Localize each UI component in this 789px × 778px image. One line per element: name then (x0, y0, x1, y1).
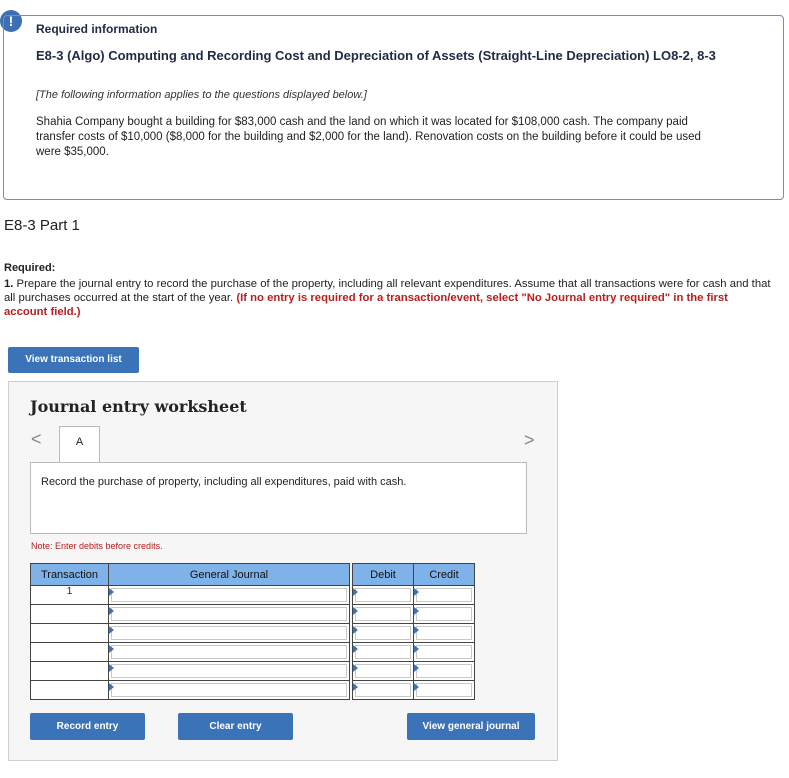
transaction-number (31, 681, 109, 700)
problem-title: E8-3 (Algo) Computing and Recording Cost and Depreciation of Assets (Straight-Line Depreciation) LO8-2, 8-3 (36, 48, 716, 63)
debit-field[interactable] (353, 662, 414, 681)
debit-header: Debit (353, 564, 414, 586)
info-heading: Required information (36, 22, 158, 36)
entry-description: Record the purchase of property, including all expenditures, paid with cash. (41, 476, 407, 488)
transaction-number (31, 624, 109, 643)
input-marker-icon (414, 588, 419, 596)
input-marker-icon (414, 607, 419, 615)
transaction-number (31, 605, 109, 624)
worksheet-title: Journal entry worksheet (30, 397, 247, 416)
input-marker-icon (414, 645, 419, 653)
transaction-number (31, 662, 109, 681)
account-field[interactable] (109, 586, 350, 605)
table-row (31, 662, 475, 681)
credit-field[interactable] (414, 662, 475, 681)
table-row (31, 624, 475, 643)
input-marker-icon (353, 645, 358, 653)
tab-a[interactable]: A (59, 426, 100, 463)
next-arrow-icon[interactable]: > (524, 430, 535, 450)
transaction-number: 1 (31, 586, 109, 605)
account-field[interactable] (109, 605, 350, 624)
record-entry-button[interactable]: Record entry (30, 713, 145, 740)
dropdown-marker-icon (109, 588, 114, 596)
required-label: Required: (4, 262, 56, 274)
dropdown-marker-icon (109, 607, 114, 615)
required-text: Prepare the journal entry to record the purchase of the property, including all relevant expenditures. Assume that all transactions were for cash and that all purchases occurred at the start of the year. (4, 278, 771, 304)
transaction-header: Transaction (31, 564, 109, 586)
dropdown-marker-icon (109, 626, 114, 634)
alert-icon: ! (0, 10, 22, 32)
dropdown-marker-icon (109, 664, 114, 672)
view-transaction-list-button[interactable]: View transaction list (8, 347, 139, 373)
credit-field[interactable] (414, 643, 475, 662)
debit-field[interactable] (353, 624, 414, 643)
credit-field[interactable] (414, 605, 475, 624)
credit-header: Credit (414, 564, 475, 586)
input-marker-icon (414, 664, 419, 672)
input-marker-icon (414, 626, 419, 634)
debit-field[interactable] (353, 605, 414, 624)
problem-description: Shahia Company bought a building for $83,000 cash and the land on which it was located for $108,000 cash. The company paid transfer costs of $10,000 ($8,000 for the building and $2,000 for the land). Renovation costs on the building before it could be used were $35,000. (36, 116, 701, 158)
account-field[interactable] (109, 643, 350, 662)
dropdown-marker-icon (109, 645, 114, 653)
required-warning: (If no entry is required for a transaction/event, select "No Journal entry required" in the first account field.) (4, 292, 728, 318)
debit-field[interactable] (353, 586, 414, 605)
part-title: E8-3 Part 1 (4, 217, 80, 234)
debit-field[interactable] (353, 681, 414, 700)
required-information-box (3, 15, 784, 200)
input-marker-icon (414, 683, 419, 691)
journal-table (30, 563, 475, 700)
table-row (31, 605, 475, 624)
dropdown-marker-icon (109, 683, 114, 691)
debit-field[interactable] (353, 643, 414, 662)
info-note: [The following information applies to the questions displayed below.] (36, 89, 367, 101)
debits-note: Note: Enter debits before credits. (31, 541, 163, 551)
input-marker-icon (353, 626, 358, 634)
table-row (31, 681, 475, 700)
input-marker-icon (353, 683, 358, 691)
required-number: 1. (4, 278, 14, 290)
transaction-number (31, 643, 109, 662)
credit-field[interactable] (414, 681, 475, 700)
previous-arrow-icon[interactable]: < (31, 429, 42, 449)
table-row (31, 586, 475, 605)
account-field[interactable] (109, 662, 350, 681)
credit-field[interactable] (414, 624, 475, 643)
general-journal-header: General Journal (109, 564, 350, 586)
input-marker-icon (353, 607, 358, 615)
input-marker-icon (353, 588, 358, 596)
required-instructions (4, 277, 774, 319)
account-field[interactable] (109, 681, 350, 700)
table-row (31, 643, 475, 662)
input-marker-icon (353, 664, 358, 672)
clear-entry-button[interactable]: Clear entry (178, 713, 293, 740)
view-general-journal-button[interactable]: View general journal (407, 713, 535, 740)
credit-field[interactable] (414, 586, 475, 605)
entry-description-box (30, 462, 527, 534)
account-field[interactable] (109, 624, 350, 643)
